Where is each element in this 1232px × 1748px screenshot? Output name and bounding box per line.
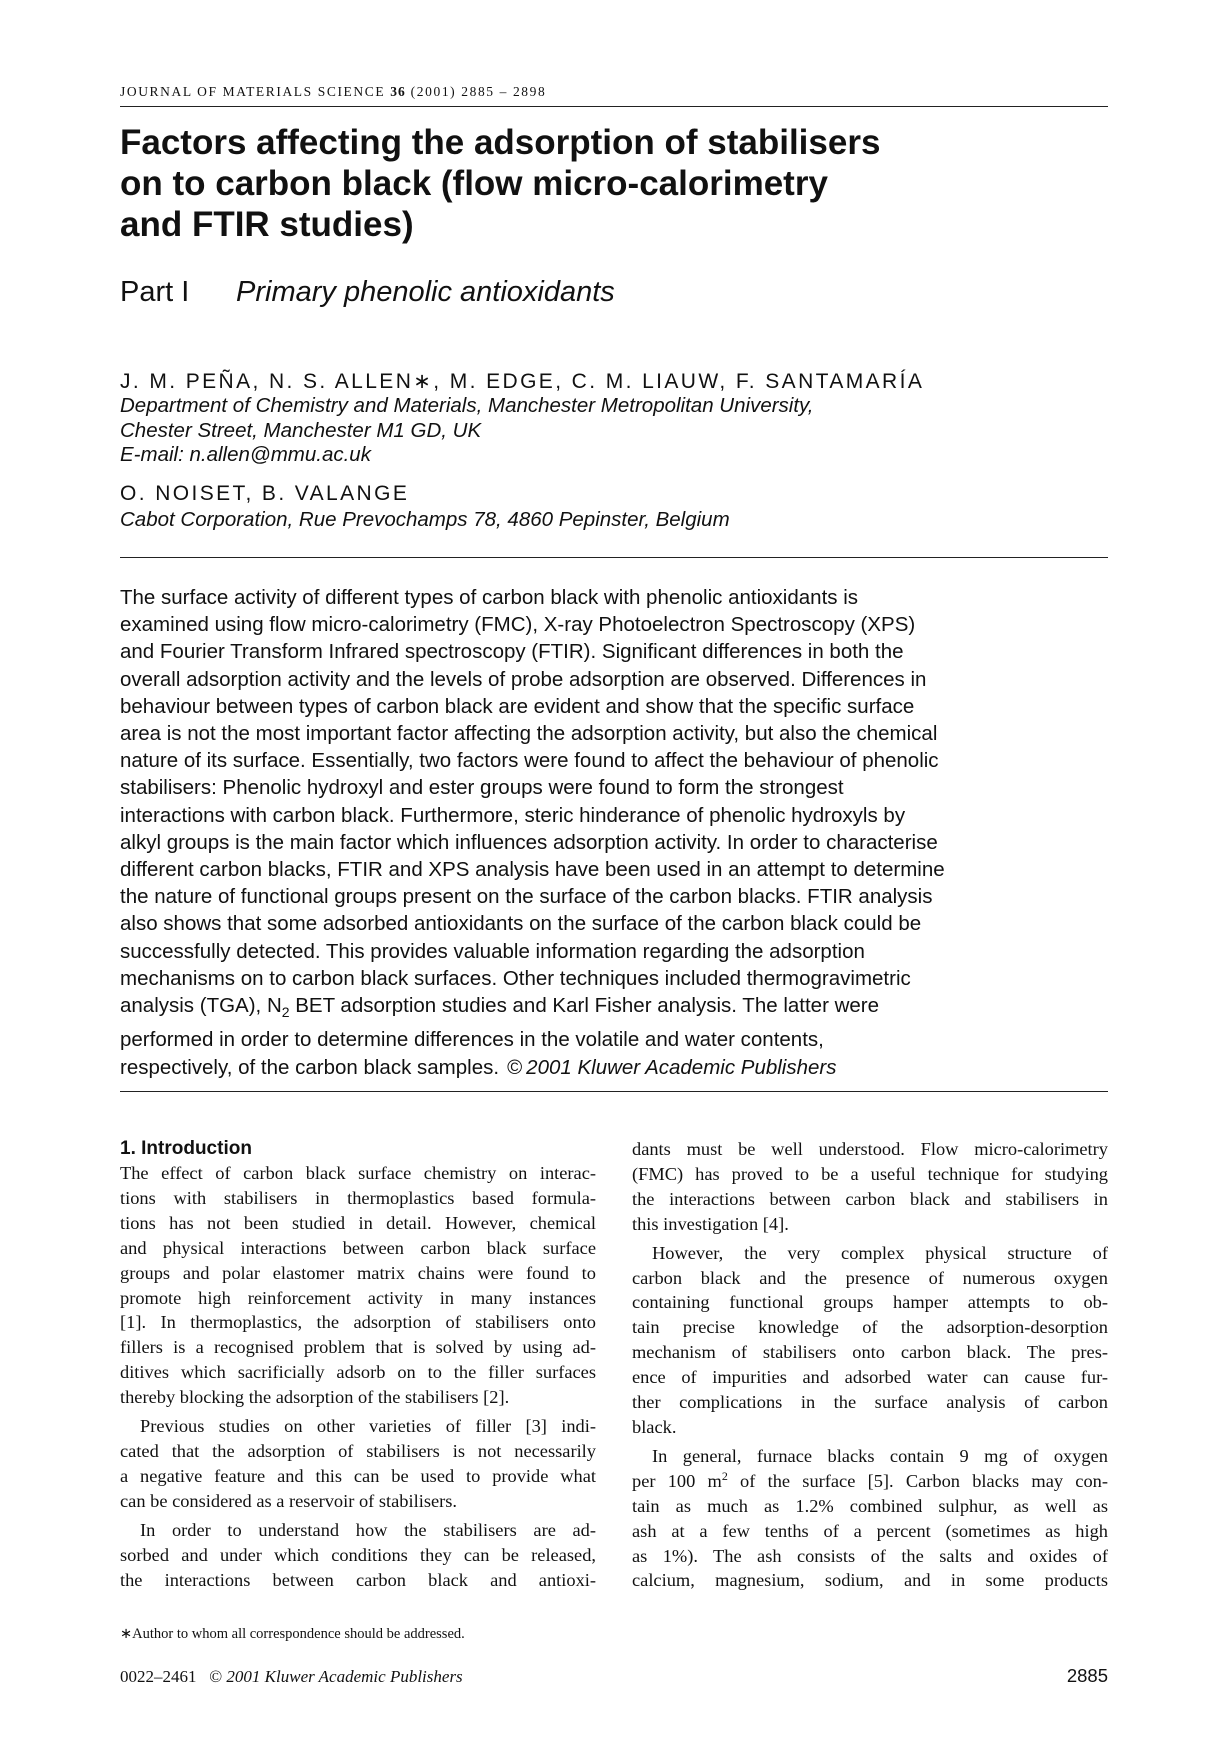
- subscript: 2: [281, 1004, 290, 1021]
- column-right: [632, 1137, 1108, 1593]
- paragraph: [120, 1414, 596, 1514]
- authors-group-2: O. NOISET, B. VALANGE: [120, 482, 410, 505]
- text-line: ditives which sacrificially adsorb on to the filler surfaces: [120, 1362, 596, 1383]
- title-line: Factors affecting the adsorption of stabilisers: [120, 123, 881, 162]
- text-line: containing functional groups hamper attempts to ob-: [632, 1292, 1108, 1313]
- text-line: The effect of carbon black surface chemistry on interac-: [120, 1163, 596, 1183]
- journal-header: [120, 84, 1108, 107]
- text-line: the interactions between carbon black and antioxi-: [120, 1569, 596, 1590]
- text-line: ence of impurities and adsorbed water can cause fur-: [632, 1367, 1108, 1388]
- copyright-symbol: ©: [209, 1667, 223, 1686]
- abstract-line: The surface activity of different types of carbon black with phenolic antioxidants is: [120, 586, 859, 609]
- text-line: cated that the adsorption of stabilisers is not necessarily: [120, 1440, 596, 1461]
- abstract-line: stabilisers: Phenolic hydroxyl and ester groups were found to form the strongest: [120, 776, 844, 800]
- abstract-text: BET adsorption studies and Karl Fisher analysis. The latter were: [289, 994, 880, 1018]
- text-line: In general, furnace blacks contain 9 mg of oxygen: [652, 1445, 1108, 1466]
- abstract-line: interactions with carbon black. Furthermore, steric hinderance of phenolic hydroxyls by: [120, 803, 906, 827]
- text-line: ash at a few tenths of a percent (sometimes as high: [632, 1520, 1108, 1541]
- text-line: sorbed and under which conditions they can be released,: [120, 1544, 596, 1565]
- text-line: Previous studies on other varieties of filler [3] indi-: [140, 1416, 596, 1437]
- title-line: on to carbon black (flow micro-calorimetry: [120, 164, 828, 203]
- abstract-line: [120, 1054, 1108, 1081]
- text-line: fillers is a recognised problem that is solved by using ad-: [120, 1337, 596, 1358]
- text-line: groups and polar elastomer matrix chains were found to: [120, 1262, 596, 1283]
- abstract: [120, 584, 1108, 1081]
- divider: [120, 557, 1108, 558]
- abstract-line: [120, 992, 1108, 1026]
- paragraph: [632, 1241, 1108, 1440]
- paragraph: [632, 1444, 1108, 1593]
- abstract-line: successfully detected. This provides valuable information regarding the adsorption: [120, 939, 865, 963]
- part-label: Part I: [120, 276, 190, 308]
- text-line: tions with stabilisers in thermoplastics based formula-: [120, 1187, 596, 1208]
- title-line: and FTIR studies): [120, 205, 414, 244]
- paragraph: [120, 1518, 596, 1593]
- abstract-line: also shows that some adsorbed antioxidants on the surface of the carbon black could be: [120, 912, 922, 936]
- divider: [120, 1091, 1108, 1092]
- affiliation-line: Chester Street, Manchester M1 GD, UK: [120, 418, 482, 442]
- text-span: of the surface [5]. Carbon blacks may con-: [727, 1470, 1108, 1491]
- text-line: this investigation [4].: [632, 1213, 789, 1234]
- paper-subtitle: [120, 276, 615, 309]
- affiliation-1: [120, 394, 813, 468]
- text-line: In order to understand how the stabilisers are ad-: [140, 1519, 596, 1540]
- text-line: a negative feature and this can be used to provide what: [120, 1465, 596, 1486]
- text-line: tions has not been studied in detail. However, chemical: [120, 1212, 596, 1233]
- abstract-line: and Fourier Transform Infrared spectroscopy (FTIR). Significant differences in both the: [120, 640, 904, 664]
- journal-name: JOURNAL OF MATERIALS SCIENCE: [120, 84, 386, 99]
- abstract-line: alkyl groups is the main factor which influences adsorption activity. In order to characterise: [120, 830, 938, 854]
- text-line: dants must be well understood. Flow micro-calorimetry: [632, 1139, 1108, 1159]
- abstract-copyright: 2001 Kluwer Academic Publishers: [526, 1055, 837, 1079]
- superscript: 2: [721, 1468, 728, 1483]
- text-line: carbon black and the presence of numerous oxygen: [632, 1267, 1108, 1288]
- text-line: [632, 1469, 1108, 1494]
- text-line: tain as much as 1.2% combined sulphur, as well as: [632, 1495, 1108, 1516]
- text-line: tain precise knowledge of the adsorption-desorption: [632, 1317, 1108, 1338]
- text-line: [1]. In thermoplastics, the adsorption of stabilisers onto: [120, 1312, 596, 1333]
- paper-title: [120, 122, 1110, 245]
- abstract-line: performed in order to determine differences in the volatile and water contents,: [120, 1028, 824, 1052]
- text-line: the interactions between carbon black and stabilisers in: [632, 1188, 1108, 1209]
- paragraph: [632, 1137, 1108, 1237]
- text-line: and physical interactions between carbon black surface: [120, 1237, 596, 1258]
- authors-group-1: J. M. PEÑA, N. S. ALLEN∗, M. EDGE, C. M. LIAUW, F. SANTAMARÍA: [120, 370, 925, 393]
- section-heading: 1. Introduction: [120, 1138, 252, 1159]
- abstract-text: analysis (TGA), N: [120, 994, 282, 1018]
- column-left: [120, 1137, 596, 1592]
- journal-year-pages: (2001) 2885 – 2898: [410, 84, 547, 99]
- copyright-symbol: ©: [507, 1055, 523, 1079]
- affiliation-email: E-mail: n.allen@mmu.ac.uk: [120, 443, 371, 466]
- issn: 0022–2461: [120, 1667, 197, 1686]
- affiliation-2: Cabot Corporation, Rue Prevochamps 78, 4860 Pepinster, Belgium: [120, 508, 730, 531]
- footer-publisher: 2001 Kluwer Academic Publishers: [226, 1667, 463, 1686]
- text-line: mechanism of stabilisers onto carbon black. The pres-: [632, 1342, 1108, 1363]
- abstract-line: area is not the most important factor affecting the adsorption activity, but also the chemical: [120, 722, 938, 746]
- abstract-line: overall adsorption activity and the levels of probe adsorption are observed. Differences in: [120, 667, 927, 691]
- journal-volume: 36: [390, 84, 406, 99]
- abstract-text: respectively, of the carbon black samples.: [120, 1055, 500, 1079]
- text-line: as 1%). The ash consists of the salts and oxides of: [632, 1545, 1108, 1566]
- text-line: ther complications in the surface analysis of carbon: [632, 1392, 1108, 1413]
- text-line: calcium, magnesium, sodium, and in some products: [632, 1570, 1108, 1591]
- text-span: per 100 m: [632, 1470, 722, 1491]
- footer-issn: [120, 1667, 463, 1687]
- abstract-line: the nature of functional groups present on the surface of the carbon blacks. FTIR analysis: [120, 885, 933, 909]
- text-line: However, the very complex physical structure of: [652, 1242, 1108, 1263]
- text-line: promote high reinforcement activity in many instances: [120, 1287, 596, 1308]
- abstract-line: examined using flow micro-calorimetry (FMC), X-ray Photoelectron Spectroscopy (XPS): [120, 613, 916, 637]
- text-line: black.: [632, 1416, 677, 1437]
- page-number: 2885: [1066, 1665, 1108, 1686]
- abstract-line: behaviour between types of carbon black are evident and show that the specific surface: [120, 694, 915, 718]
- abstract-line: nature of its surface. Essentially, two factors were found to affect the behaviour of phenolic: [120, 749, 939, 773]
- subtitle-text: Primary phenolic antioxidants: [236, 276, 615, 308]
- abstract-line: different carbon blacks, FTIR and XPS analysis have been used in an attempt to determine: [120, 858, 945, 882]
- paragraph: [120, 1161, 596, 1410]
- text-line: thereby blocking the adsorption of the stabilisers [2].: [120, 1387, 510, 1408]
- text-line: (FMC) has proved to be a useful technique for studying: [632, 1163, 1108, 1184]
- text-line: can be considered as a reservoir of stabilisers.: [120, 1490, 458, 1511]
- abstract-line: mechanisms on to carbon black surfaces. Other techniques included thermogravimetric: [120, 966, 911, 990]
- footnote: ∗Author to whom all correspondence should be addressed.: [120, 1626, 465, 1642]
- affiliation-line: Department of Chemistry and Materials, Manchester Metropolitan University,: [120, 394, 814, 417]
